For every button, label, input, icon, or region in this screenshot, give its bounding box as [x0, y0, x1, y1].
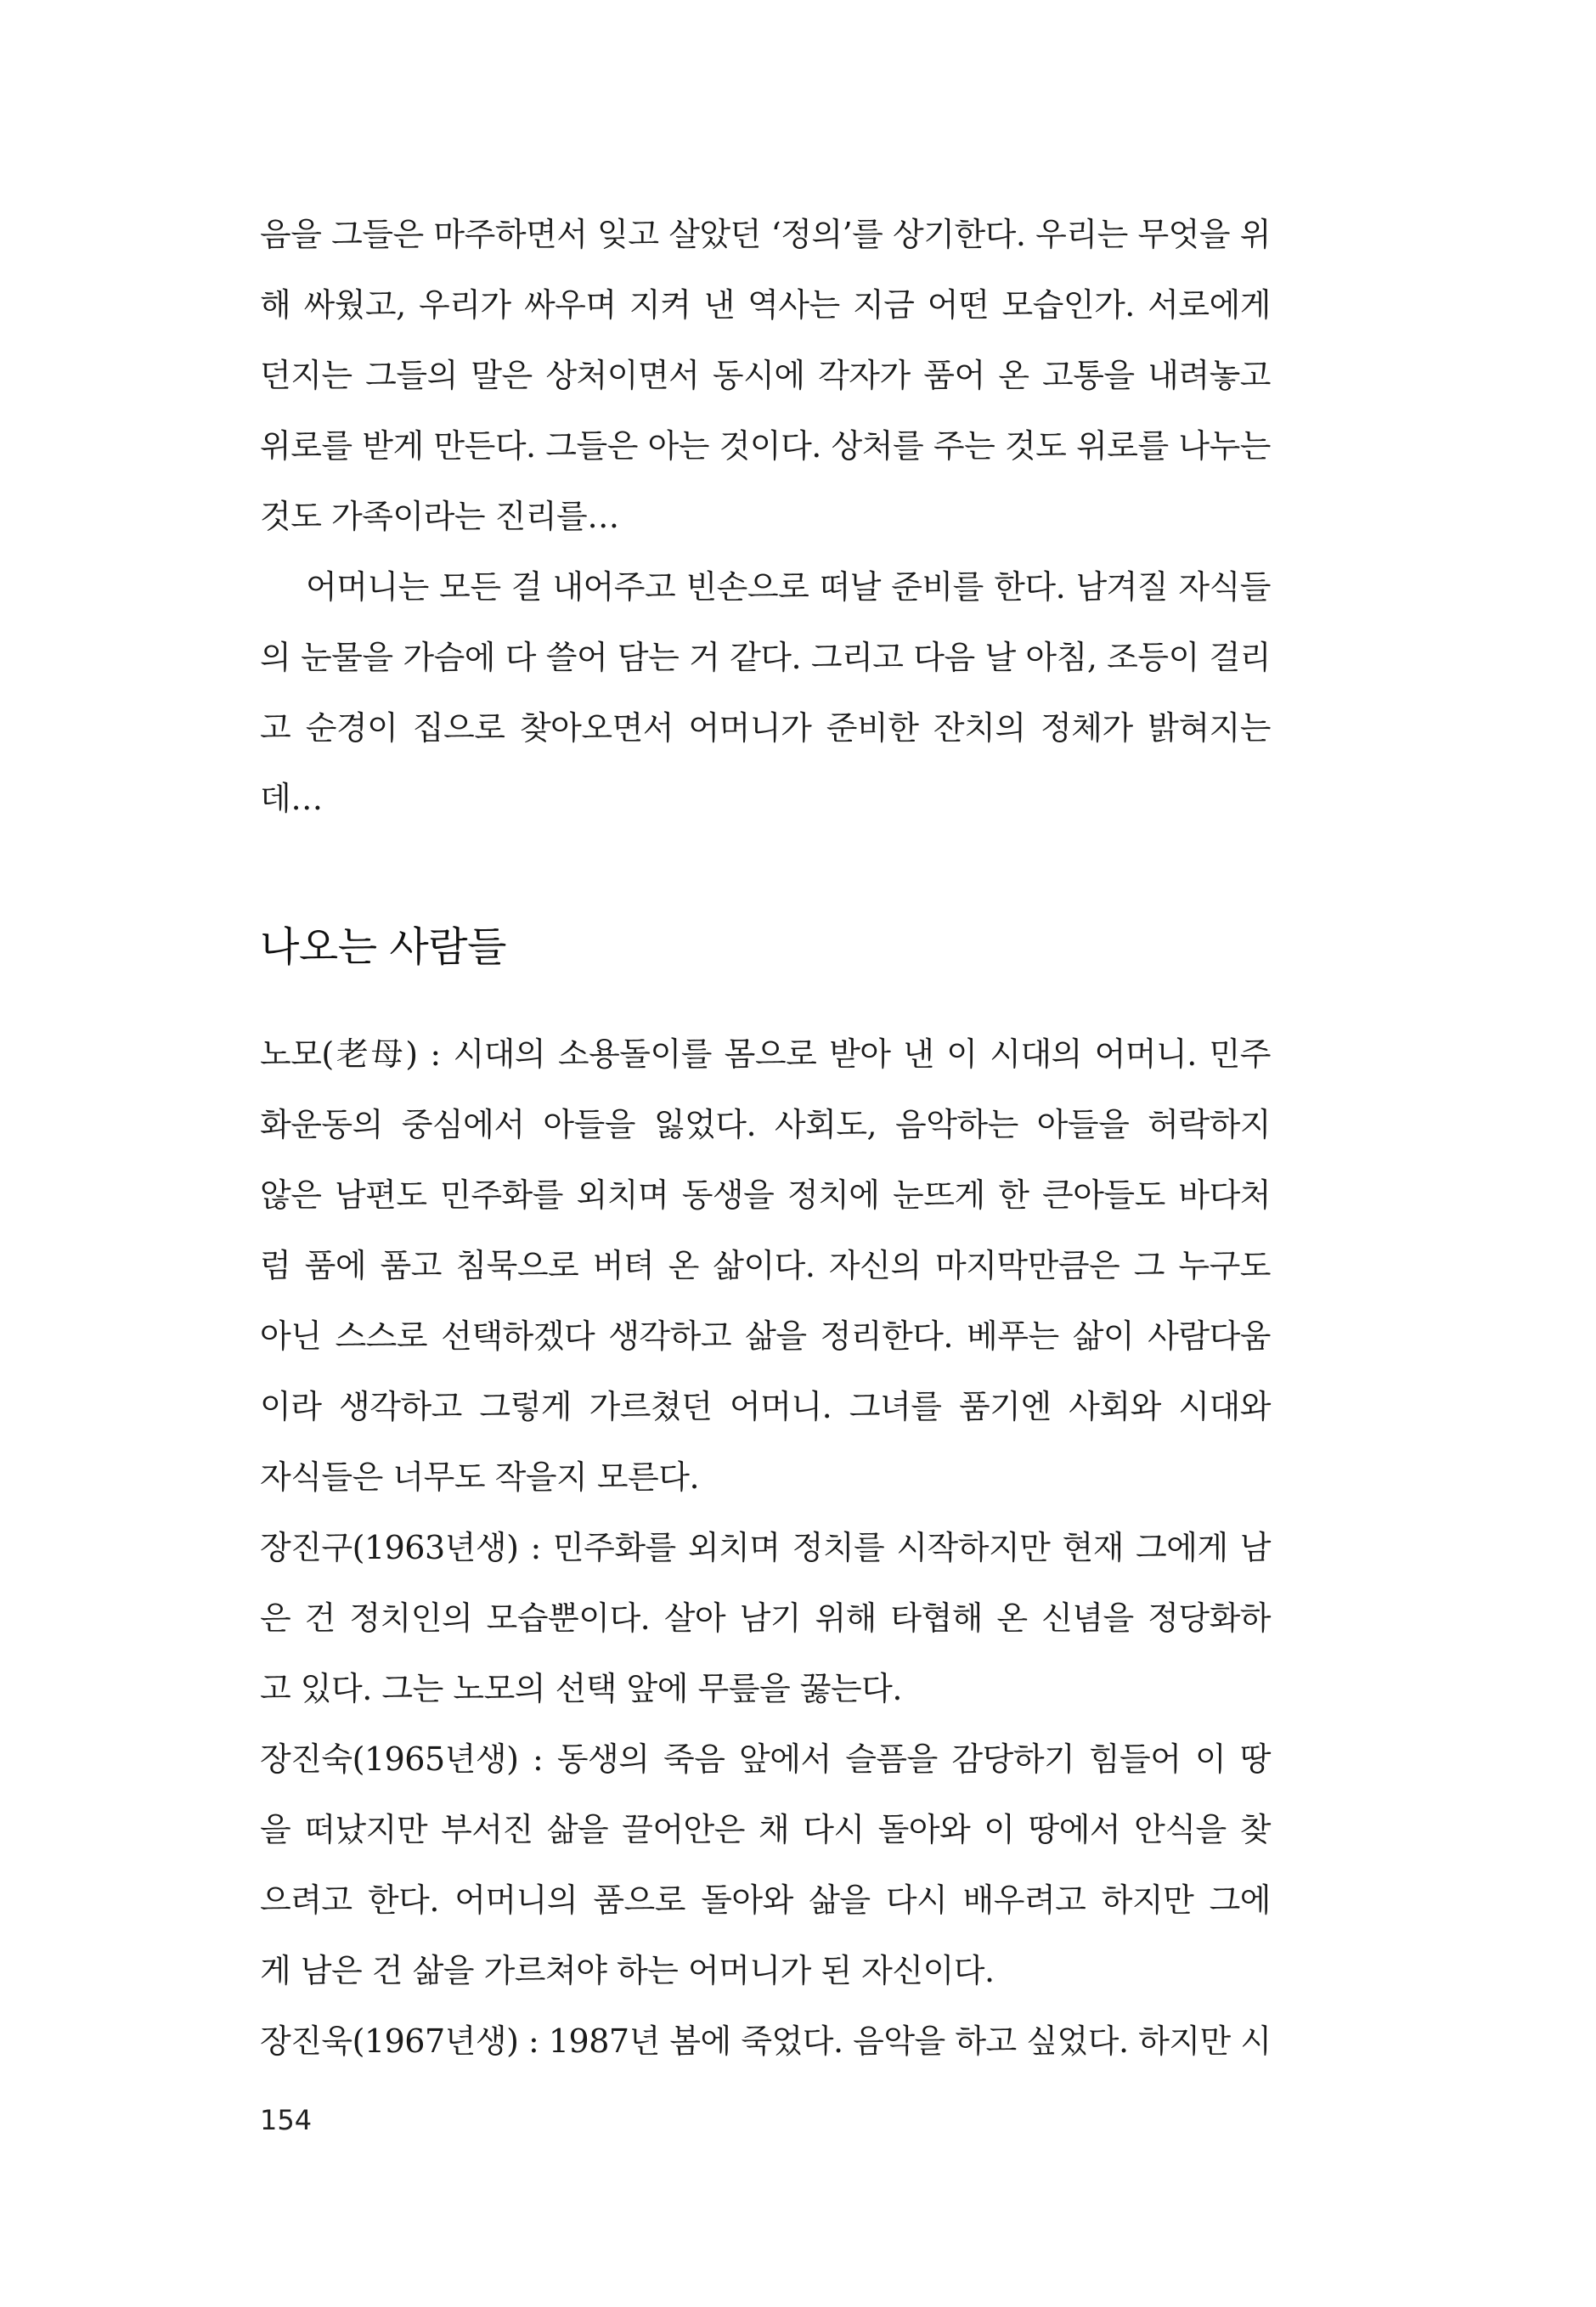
text-line: 의 눈물을 가슴에 다 쓸어 담는 거 같다. 그리고 다음 날 아침, 조등이 걸리: [260, 639, 1271, 676]
text-line: 고 있다. 그는 노모의 선택 앞에 무릎을 꿇는다.: [260, 1670, 902, 1707]
text-line: 노모(老母) : 시대의 소용돌이를 몸으로 받아 낸 이 시대의 어머니. 민주: [260, 1035, 1271, 1073]
text-line: 것도 가족이라는 진리를…: [260, 498, 619, 535]
text-line: 던지는 그들의 말은 상처이면서 동시에 각자가 품어 온 고통을 내려놓고: [260, 357, 1271, 394]
text-line: 자식들은 너무도 작을지 모른다.: [260, 1458, 700, 1496]
text-line: 데…: [260, 780, 323, 817]
characters-list: [260, 1019, 1271, 2077]
text-line: 음을 그들은 마주하면서 잊고 살았던 ‘정의’를 상기한다. 우리는 무엇을 위: [260, 216, 1271, 253]
text-line: 럼 품에 품고 침묵으로 버텨 온 삶이다. 자신의 마지막만큼은 그 누구도: [260, 1247, 1271, 1284]
text-line: 아닌 스스로 선택하겠다 생각하고 삶을 정리한다. 베푸는 삶이 사람다움: [260, 1317, 1271, 1355]
text-line: 으려고 한다. 어머니의 품으로 돌아와 삶을 다시 배우려고 하지만 그에: [260, 1881, 1271, 1919]
text-line: 않은 남편도 민주화를 외치며 동생을 정치에 눈뜨게 한 큰아들도 바다처: [260, 1176, 1271, 1214]
section-title: 나오는 사람들: [260, 923, 506, 971]
text-line: 은 건 정치인의 모습뿐이다. 살아 남기 위해 타협해 온 신념을 정당화하: [260, 1599, 1271, 1637]
text-line: 장진숙(1965년생) : 동생의 죽음 앞에서 슬픔을 감당하기 힘들어 이 땅: [260, 1740, 1271, 1778]
text-line: 화운동의 중심에서 아들을 잃었다. 사회도, 음악하는 아들을 허락하지: [260, 1106, 1271, 1143]
text-line: 이라 생각하고 그렇게 가르쳤던 어머니. 그녀를 품기엔 사회와 시대와: [260, 1388, 1271, 1425]
text-line: 장진구(1963년생) : 민주화를 외치며 정치를 시작하지만 현재 그에게 남: [260, 1529, 1271, 1566]
page-number: 154: [260, 2104, 313, 2136]
text-line: 게 남은 건 삶을 가르쳐야 하는 어머니가 된 자신이다.: [260, 1952, 995, 1989]
text-line: 장진욱(1967년생) : 1987년 봄에 죽었다. 음악을 하고 싶었다. 하지만 시: [260, 2022, 1272, 2060]
text-line: 해 싸웠고, 우리가 싸우며 지켜 낸 역사는 지금 어떤 모습인가. 서로에게: [260, 286, 1271, 324]
synopsis-paragraph: [260, 200, 1271, 834]
text-line: 고 순경이 집으로 찾아오면서 어머니가 준비한 잔치의 정체가 밝혀지는: [260, 709, 1271, 747]
text-line: 위로를 받게 만든다. 그들은 아는 것이다. 상처를 주는 것도 위로를 나누는: [260, 427, 1271, 465]
text-line: 을 떠났지만 부서진 삶을 끌어안은 채 다시 돌아와 이 땅에서 안식을 찾: [260, 1811, 1271, 1848]
text-line: 어머니는 모든 걸 내어주고 빈손으로 떠날 준비를 한다. 남겨질 자식들: [306, 568, 1271, 606]
